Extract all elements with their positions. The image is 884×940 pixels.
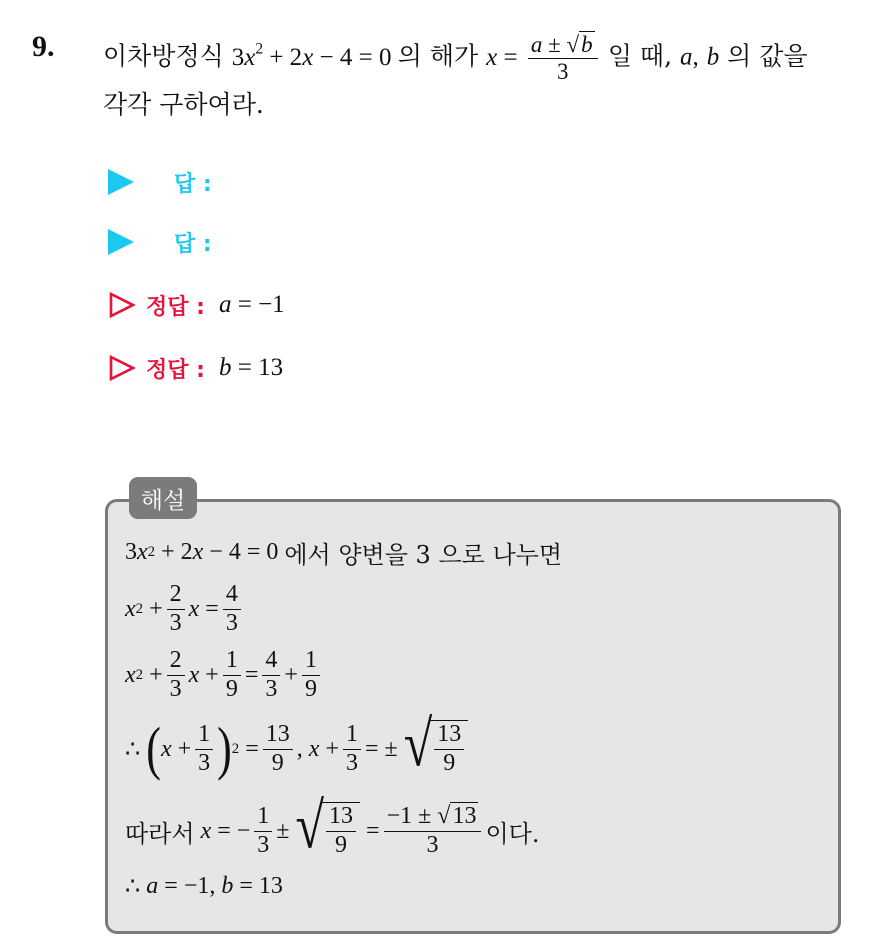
fraction-numerator [528,32,598,59]
solution-line-1: 3 x 2 + 2 x − 4 = 0 에서 양변을 3 으로 나누면 [125,534,562,570]
correct-answer-row-2 [108,348,283,388]
sqrt-symbol: √ $\frac{13}{9}$ [404,720,469,777]
denominator: 9 [271,749,284,776]
numerator: 1 [302,647,320,676]
answer-rest: = 13 [237,354,284,381]
solid-triangle-right-icon [108,169,134,195]
correct-answer-value [219,354,283,382]
answer-var: b [218,354,232,381]
var-a: a [146,872,159,899]
fraction [167,647,185,703]
eq-var: x [244,43,256,71]
fraction-denominator: 3 [556,59,569,85]
num-pm: ± [548,32,561,57]
numerator: 1 [254,803,272,832]
op: + [149,595,163,622]
eq-exponent: 2 [255,40,264,58]
numerator: 1 [343,721,361,750]
correct-answer-row-1 [108,285,285,325]
numerator-part: −1 ± [386,802,432,829]
denominator: 3 [265,675,278,702]
denominator: 9 [335,832,348,858]
op: + [205,661,219,688]
coef: 3 [125,538,137,565]
term: − 4 = 0 [209,538,279,565]
eq-coef: 3 [231,43,245,71]
denominator: 3 [257,831,270,858]
fraction [223,581,241,637]
therefore-symbol: ∴ [125,736,141,763]
question-text-d: 의 값을 [727,41,808,71]
radicand: 13 [452,802,477,829]
op: ± [276,817,290,844]
op: = [366,817,380,844]
solution-tag: 해설 [129,477,197,519]
outline-triangle-right-icon [108,354,136,382]
question-line-2: 각각 구하여라. [103,90,264,119]
fraction [343,721,361,777]
denominator: 3 [198,749,211,776]
var-x: x [192,538,204,565]
fraction [263,721,293,777]
op: = [245,735,259,762]
question-equation [231,40,398,71]
answer-blank-row-1[interactable] [108,162,212,202]
num-a: a [530,32,543,57]
op: = [244,661,259,688]
fraction [302,647,320,703]
formula-fraction [528,32,598,86]
var-b: b [221,872,234,899]
var-a: a [679,43,693,71]
var-x: x [188,661,200,688]
answer-blank-row-2[interactable] [108,222,212,262]
var-x: x [125,595,136,622]
sqrt-symbol: √ $\frac{13}{9}$ [295,802,360,859]
question-text-a: 이차방정식 [103,41,224,71]
formula-var: x [486,43,498,71]
denominator: 3 [426,831,439,858]
answer-label: 답 : [174,171,212,197]
question-text-b: 의 해가 [397,41,479,71]
numerator: 13 [434,721,464,750]
answer-label: 답 : [174,231,212,257]
solution-formula [486,32,608,85]
fraction [254,803,272,859]
correct-answer-label: 정답 : [146,357,205,383]
op: + [284,661,298,688]
numerator: 2 [167,581,185,610]
solution-text: 이다. [485,819,540,848]
denominator: 9 [443,750,456,776]
denominator: 3 [225,609,238,636]
fraction [195,721,213,777]
op: + [325,735,339,762]
solution-line-2: x 2 + $\frac{2}{3}$ x = $\frac{4}{3}$ [125,579,245,639]
question-number: 9. [32,30,55,63]
var-b: b [706,43,720,71]
sqrt-symbol: √13 [437,802,477,829]
fraction [262,647,280,703]
solution-line-4: ∴ ( x + $\frac{1}{3}$ ) 2 = $\frac{13}{9}$ , x + $\frac{1}{3}$ = ± √ $\frac{13}{9}$ [125,713,468,785]
solution-text: 따라서 [125,819,195,848]
term: = −1, [164,872,216,899]
var-sep: , [692,43,699,71]
answer-var: a [218,291,232,318]
term: = 13 [239,872,283,899]
fraction [223,647,241,703]
solution-line-5 [125,791,540,867]
left-paren: ( [146,715,161,782]
denominator: 9 [225,675,238,702]
term: + 2 [161,538,193,565]
sqrt-symbol: √b [566,32,593,57]
correct-answer-label: 정답 : [146,294,205,320]
var-x: x [137,538,148,565]
eq-var: x [302,43,314,71]
eq-term: − 4 = 0 [319,43,392,71]
var-x: x [160,735,172,762]
numerator: 1 [223,647,241,676]
formula-equals: = [503,43,518,71]
numerator: 13 [263,721,293,750]
outline-triangle-right-icon [108,291,136,319]
therefore-symbol: ∴ [125,873,141,900]
denominator: 3 [169,675,182,702]
answer-rest: = −1 [237,291,285,318]
fraction [434,721,464,777]
op: = − [217,817,251,844]
var-x: x [188,595,200,622]
num-b: b [581,32,593,57]
op: + [177,735,192,762]
solution-line-3: x 2 + $\frac{2}{3}$ x + $\frac{1}{9}$ = $\frac{4}{3}$ + $\frac{1}{9}$ [125,645,324,705]
solution-text: 에서 양변을 3 으로 나누면 [284,540,562,569]
numerator [384,803,482,832]
var-x: x [125,661,136,688]
fraction [384,803,482,859]
op: = [205,595,219,622]
denominator: 3 [169,609,182,636]
var-x: x [308,735,320,762]
fraction [167,581,185,637]
numerator: 2 [167,647,185,676]
op: = ± [364,735,398,762]
var-x: x [200,817,212,844]
comma: , [296,735,303,762]
solution-line-6 [125,868,283,904]
question-text-c: 일 때, [607,41,673,71]
solid-triangle-right-icon [108,229,134,255]
question-line-1 [103,32,808,86]
numerator: 4 [262,647,280,676]
op: + [149,661,163,688]
fraction [326,803,356,859]
numerator: 4 [223,581,241,610]
correct-answer-value [219,291,285,319]
eq-term: + 2 [269,43,303,71]
right-paren: ) [217,715,232,782]
denominator: 9 [304,675,317,702]
numerator: 1 [195,721,213,750]
numerator: 13 [326,803,356,832]
denominator: 3 [345,749,358,776]
